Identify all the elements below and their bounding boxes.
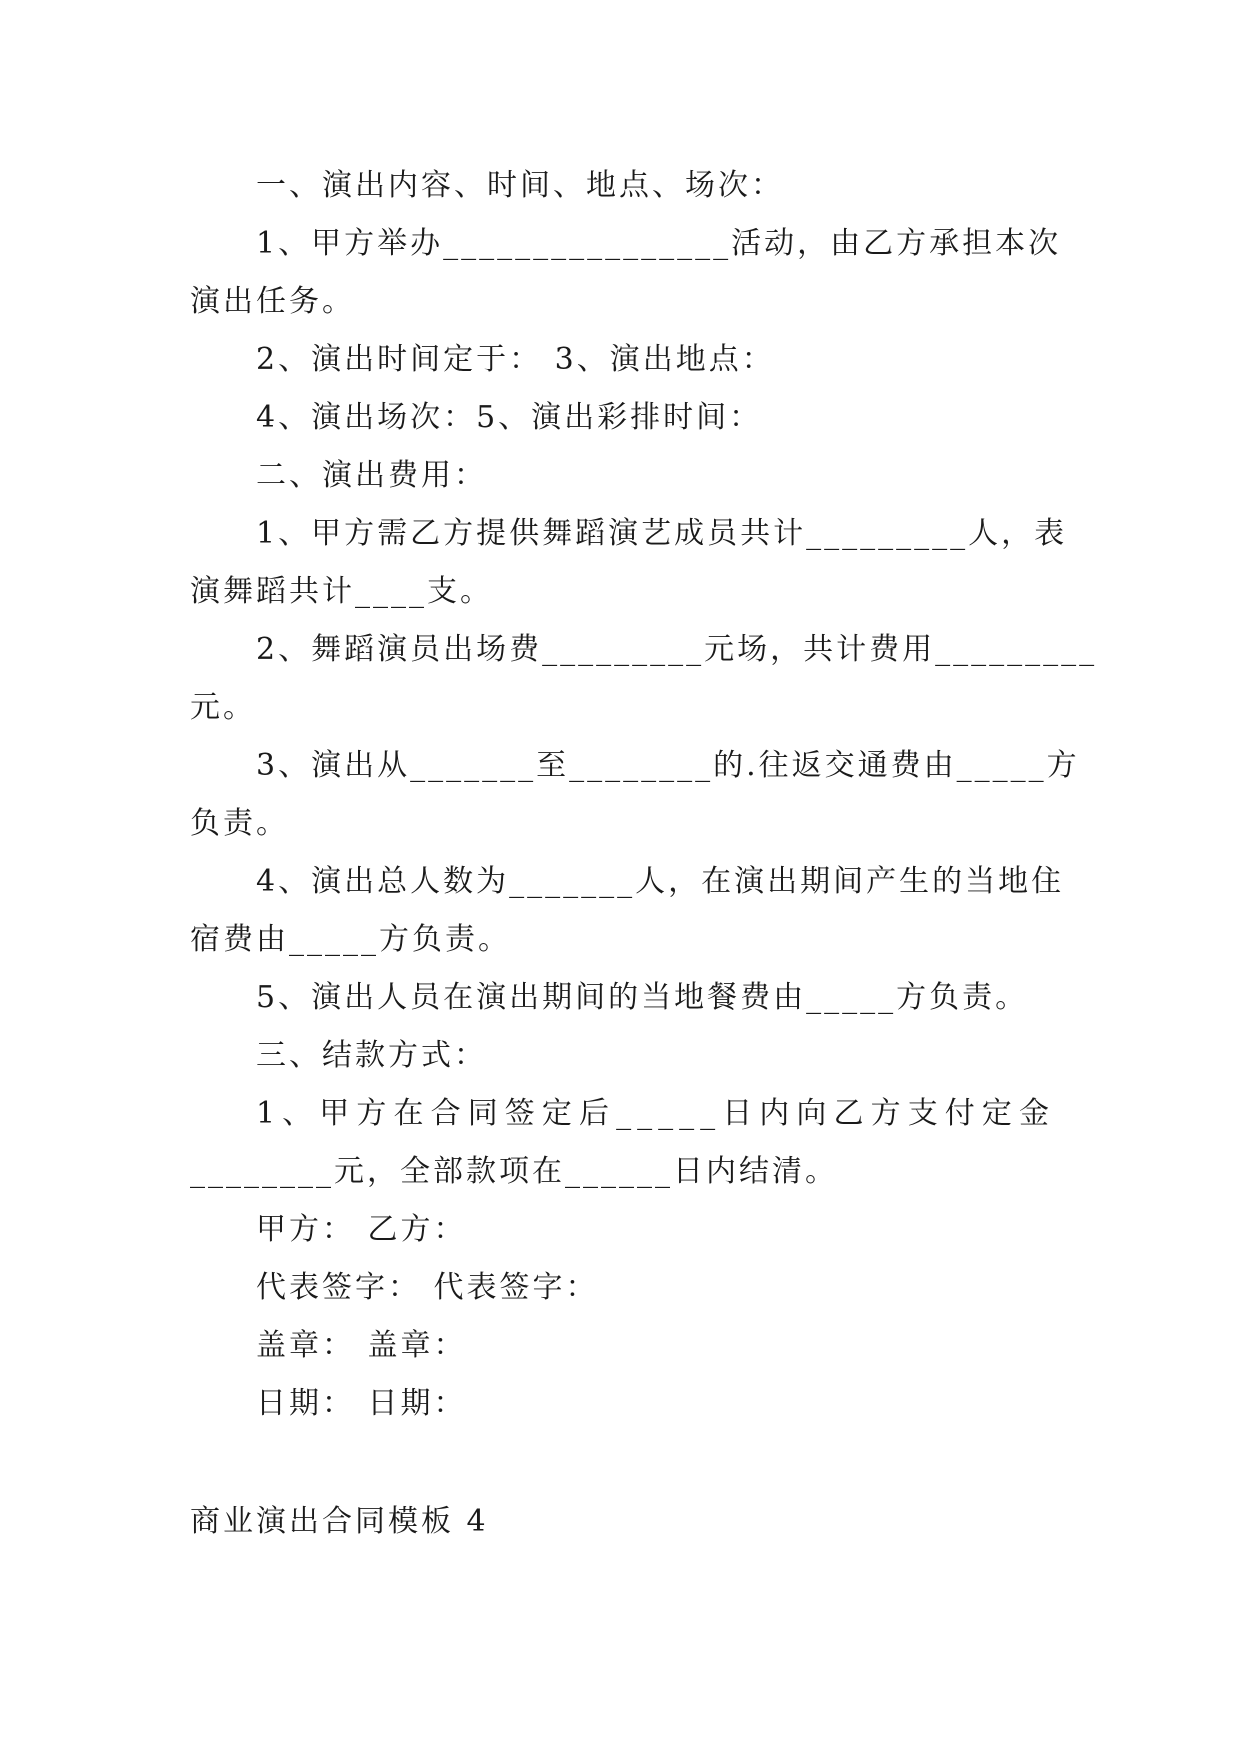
signature-labels: 代表签字： 代表签字：	[256, 1270, 599, 1305]
next-section-title: 商业演出合同模板 4	[190, 1504, 489, 1539]
clause-2-2-line-1: 2、舞蹈演员出场费_________元场，共计费用_________	[256, 632, 1098, 667]
section-1-heading: 一、演出内容、时间、地点、场次：	[256, 168, 784, 203]
clause-2-3-line-1: 3、演出从_______至________的.往返交通费由_____方	[256, 748, 1080, 783]
seal-labels: 盖章： 盖章：	[256, 1328, 467, 1363]
clause-1-2-3: 2、演出时间定于： 3、演出地点：	[256, 342, 775, 377]
section-3-heading: 三、结款方式：	[256, 1038, 487, 1073]
party-labels: 甲方： 乙方：	[256, 1212, 467, 1247]
clause-2-4-line-1: 4、演出总人数为_______人，在演出期间产生的当地住	[256, 864, 1065, 899]
clause-2-1-line-1: 1、甲方需乙方提供舞蹈演艺成员共计_________人，表	[256, 516, 1068, 551]
clause-1-1-line-1: 1、甲方举办________________活动，由乙方承担本次	[256, 226, 1062, 261]
clause-1-1-line-2: 演出任务。	[190, 284, 355, 319]
date-labels: 日期： 日期：	[256, 1386, 467, 1421]
clause-2-2-line-2: 元。	[190, 690, 256, 725]
clause-2-1-line-2: 演舞蹈共计____支。	[190, 574, 493, 609]
clause-2-3-line-2: 负责。	[190, 806, 289, 841]
clause-2-5: 5、演出人员在演出期间的当地餐费由_____方负责。	[256, 980, 1029, 1015]
clause-1-4-5: 4、演出场次：5、演出彩排时间：	[256, 400, 763, 435]
clause-3-1-line-2: ________元，全部款项在______日内结清。	[190, 1154, 838, 1189]
clause-2-4-line-2: 宿费由_____方负责。	[190, 922, 511, 957]
clause-3-1-line-1: 1、甲方在合同签定后_____日内向乙方支付定金	[256, 1096, 1055, 1131]
section-2-heading: 二、演出费用：	[256, 458, 487, 493]
